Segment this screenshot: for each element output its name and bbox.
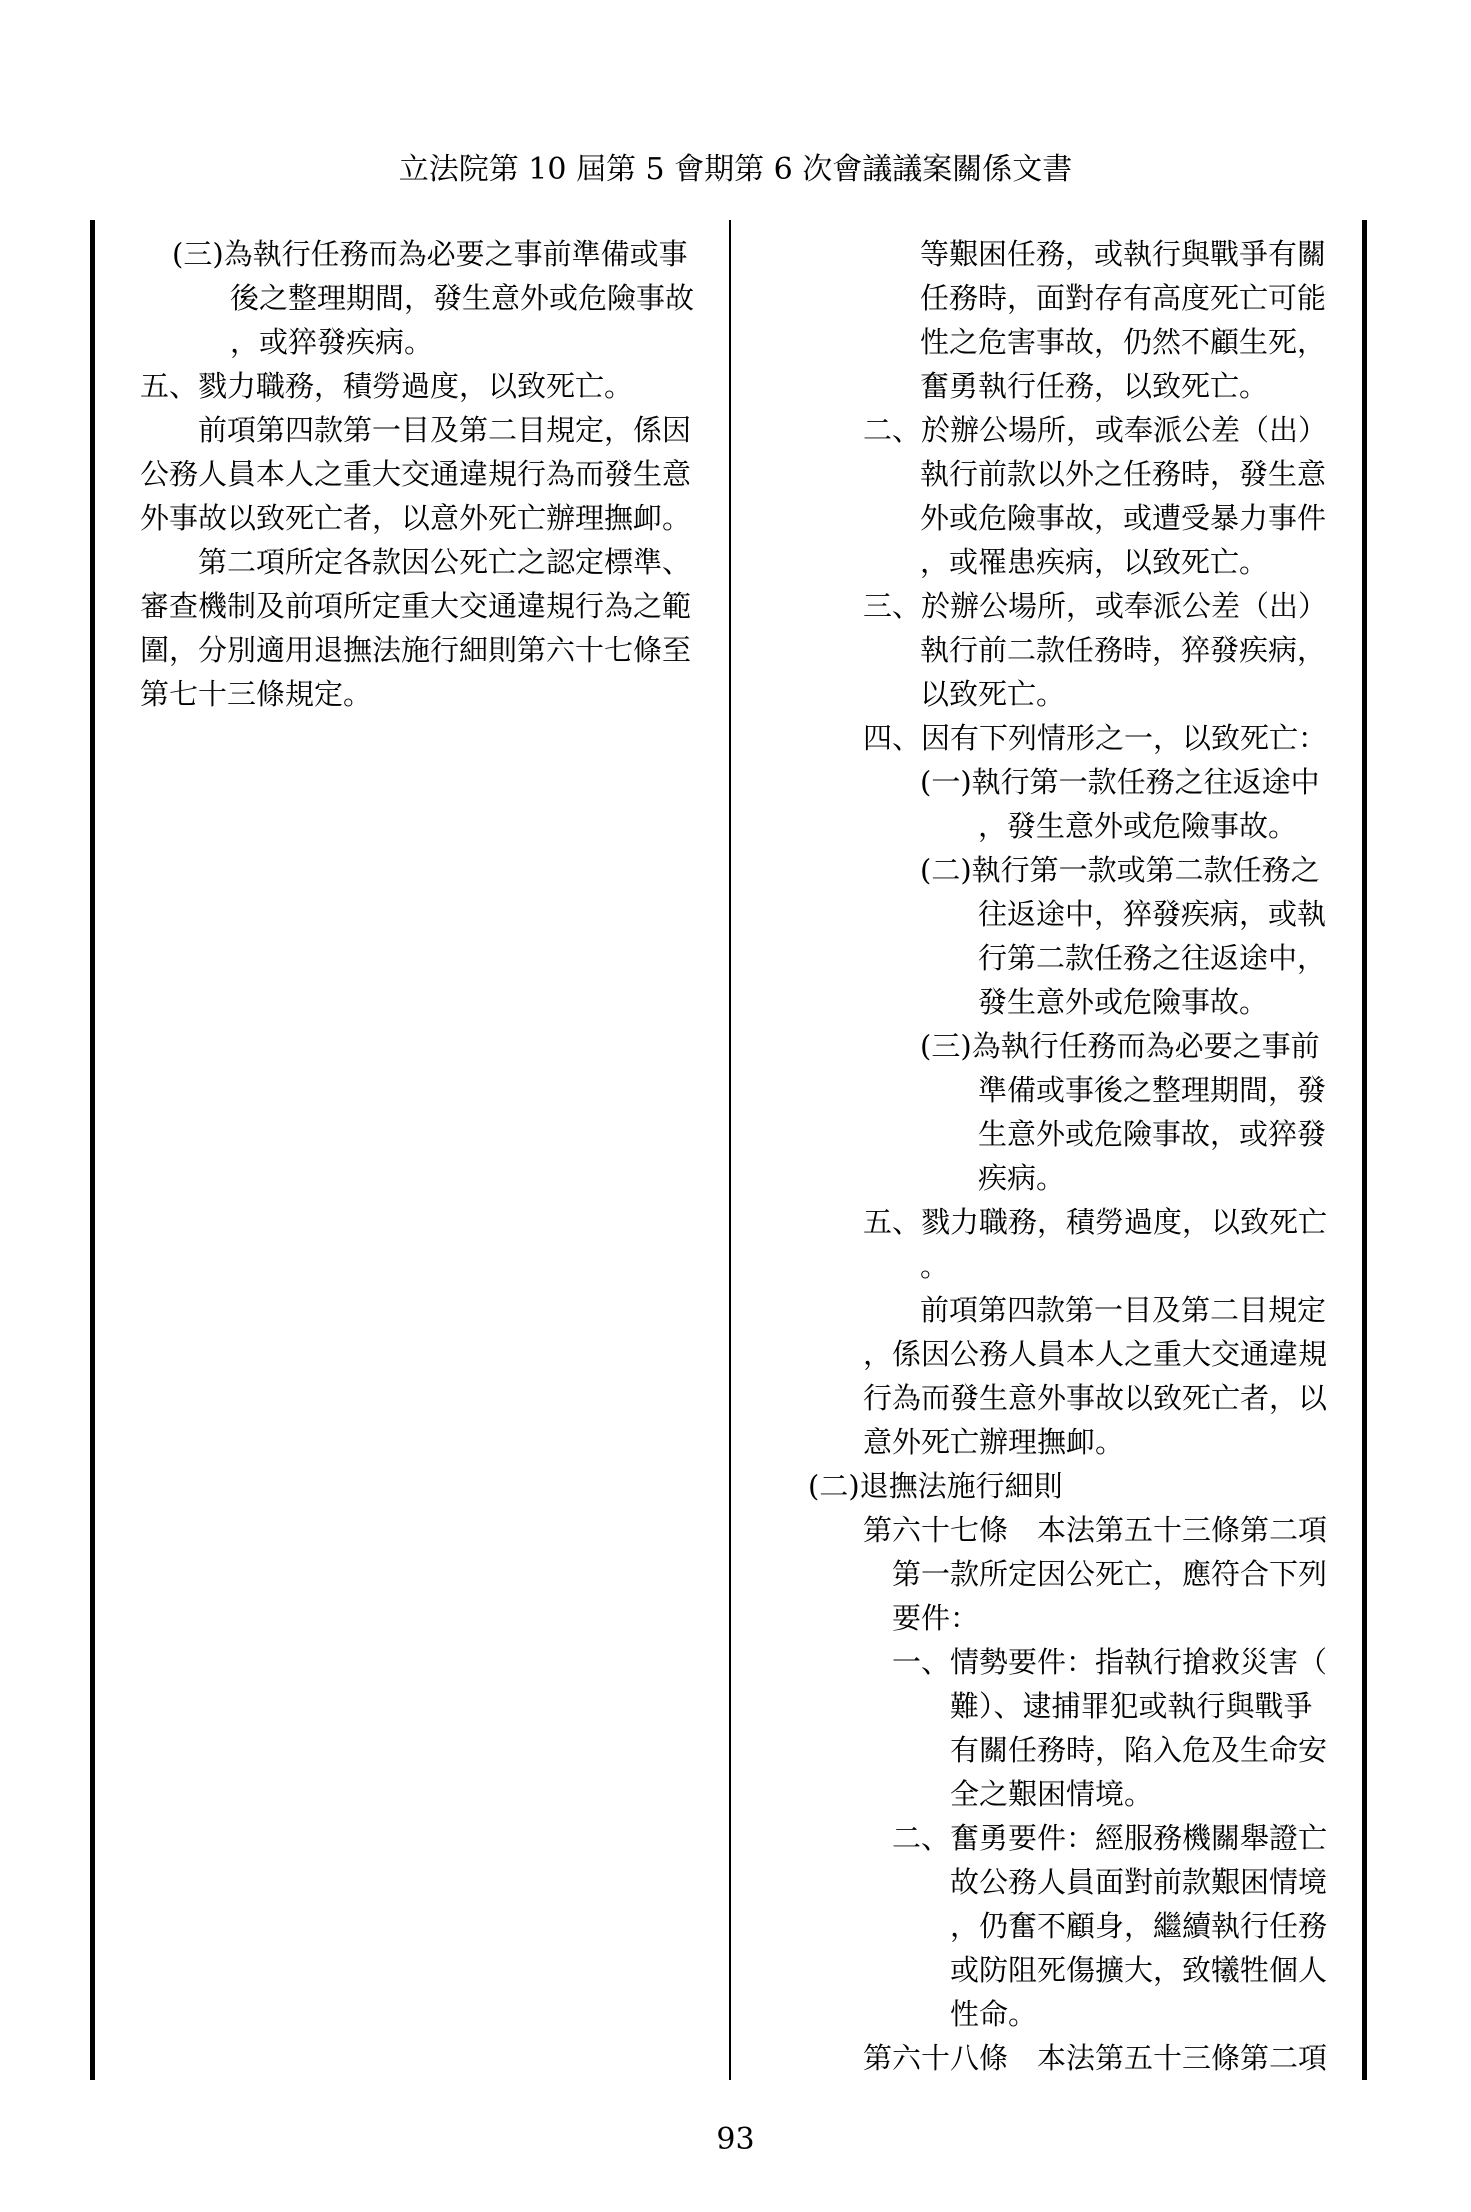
text-line: (二)退撫法施行細則 xyxy=(808,1469,1063,1503)
text-line: 生意外或危險事故，或猝發 xyxy=(978,1117,1327,1151)
text-line: 故公務人員面對前款艱困情境 xyxy=(950,1865,1328,1899)
text-line: 性命。 xyxy=(950,1997,1038,2031)
text-line: 全之艱困情境。 xyxy=(950,1777,1154,1811)
text-line: 三、於辦公場所，或奉派公差（出） xyxy=(863,589,1328,623)
text-line: 一、情勢要件：指執行搶救災害（ xyxy=(892,1645,1328,1679)
text-line: 要件： xyxy=(892,1601,980,1635)
text-line: 等艱困任務，或執行與戰爭有關 xyxy=(920,237,1327,271)
text-line: 第七十三條規定。 xyxy=(140,677,373,711)
text-line: 圍，分別適用退撫法施行細則第六十七條至 xyxy=(140,633,692,667)
text-line: (一)執行第一款任務之往返途中 xyxy=(920,765,1320,799)
text-line: 第六十八條 本法第五十三條第二項 xyxy=(863,2041,1328,2075)
text-line: 公務人員本人之重大交通違規行為而發生意 xyxy=(140,457,692,491)
text-line: 性之危害事故，仍然不顧生死， xyxy=(920,325,1327,359)
text-line: (三)為執行任務而為必要之事前 xyxy=(920,1029,1320,1063)
text-line: 發生意外或危險事故。 xyxy=(978,985,1269,1019)
text-line: 五、戮力職務，積勞過度，以致死亡 xyxy=(863,1205,1328,1239)
text-line: 五、戮力職務，積勞過度，以致死亡。 xyxy=(140,369,634,403)
text-line: 行第二款任務之往返途中， xyxy=(978,941,1327,975)
text-line: 。 xyxy=(920,1249,950,1283)
page-number: 93 xyxy=(716,2122,755,2157)
text-line: 外或危險事故，或遭受暴力事件 xyxy=(920,501,1327,535)
text-line: 前項第四款第一目及第二目規定 xyxy=(920,1293,1327,1327)
text-line: 四、因有下列情形之一，以致死亡： xyxy=(863,721,1328,755)
text-line: ，仍奮不顧身，繼續執行任務 xyxy=(950,1909,1328,1943)
document-header: 立法院第 10 屆第 5 會期第 6 次會議議案關係文書 xyxy=(398,152,1073,187)
text-line: 奮勇執行任務，以致死亡。 xyxy=(920,369,1269,403)
text-line: 前項第四款第一目及第二目規定，係因 xyxy=(198,413,692,447)
text-line: 準備或事後之整理期間，發 xyxy=(978,1073,1327,1107)
text-line: 行為而發生意外事故以致死亡者，以 xyxy=(863,1381,1328,1415)
text-line: 或防阻死傷擴大，致犧牲個人 xyxy=(950,1953,1328,1987)
text-line: 審查機制及前項所定重大交通違規行為之範 xyxy=(140,589,692,623)
text-line: 外事故以致死亡者，以意外死亡辦理撫卹。 xyxy=(140,501,692,535)
text-line: ，係因公務人員本人之重大交通違規 xyxy=(863,1337,1328,1371)
text-line: (二)執行第一款或第二款任務之 xyxy=(920,853,1320,887)
text-line: ，或罹患疾病，以致死亡。 xyxy=(920,545,1269,579)
text-line: 第一款所定因公死亡，應符合下列 xyxy=(892,1557,1328,1591)
text-line: (三)為執行任務而為必要之事前準備或事 xyxy=(172,237,688,271)
text-line: 疾病。 xyxy=(978,1161,1066,1195)
text-line: 難）、逮捕罪犯或執行與戰爭 xyxy=(950,1689,1313,1723)
text-line: 執行前款以外之任務時，發生意 xyxy=(920,457,1327,491)
text-line: 二、奮勇要件：經服務機關舉證亡 xyxy=(892,1821,1328,1855)
text-line: 二、於辦公場所，或奉派公差（出） xyxy=(863,413,1328,447)
text-line: 執行前二款任務時，猝發疾病， xyxy=(920,633,1327,667)
text-line: ，發生意外或危險事故。 xyxy=(978,809,1298,843)
text-line: 意外死亡辦理撫卹。 xyxy=(863,1425,1125,1459)
text-line: 往返途中，猝發疾病，或執 xyxy=(978,897,1327,931)
text-line: 第六十七條 本法第五十三條第二項 xyxy=(863,1513,1328,1547)
left-margin-rule xyxy=(90,220,95,2080)
text-line: 第二項所定各款因公死亡之認定標準、 xyxy=(198,545,692,579)
right-column xyxy=(808,232,1348,2080)
left-column xyxy=(140,232,710,716)
text-line: 以致死亡。 xyxy=(920,677,1066,711)
column-divider xyxy=(729,220,731,2080)
text-line: 任務時，面對存有高度死亡可能 xyxy=(920,281,1327,315)
text-line: ，或猝發疾病。 xyxy=(230,325,434,359)
text-line: 後之整理期間，發生意外或危險事故 xyxy=(230,281,695,315)
text-line: 有關任務時，陷入危及生命安 xyxy=(950,1733,1328,1767)
right-margin-rule xyxy=(1362,220,1367,2080)
